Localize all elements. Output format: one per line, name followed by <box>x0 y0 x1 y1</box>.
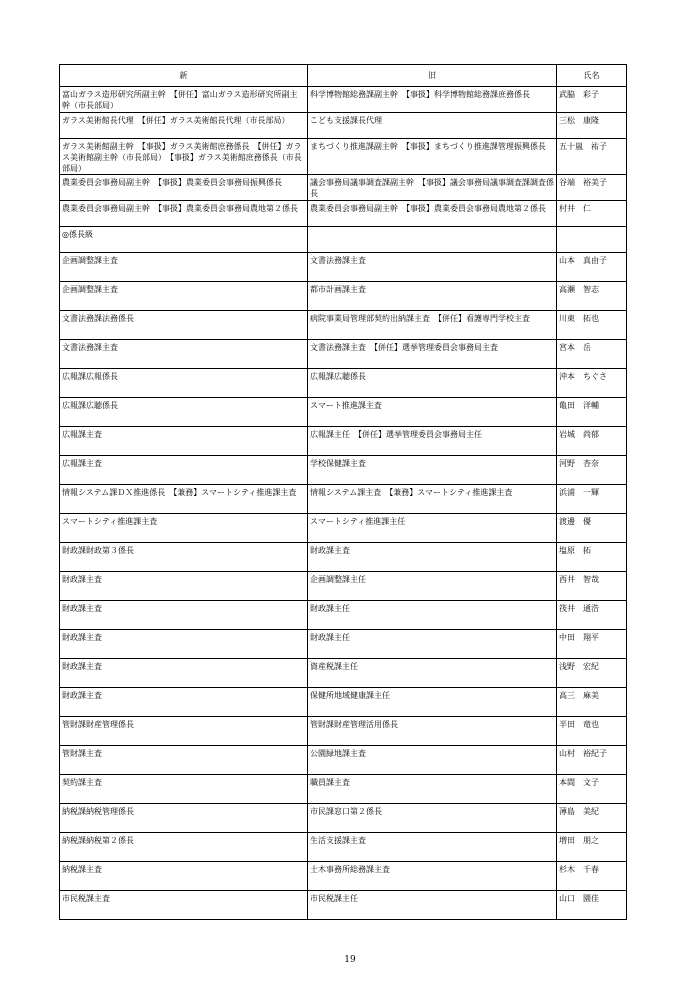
table-row <box>60 87 627 113</box>
cell-old: まちづくり推進課副主幹 【事扱】まちづくり推進課管理振興係長 <box>308 139 557 175</box>
table-row <box>60 775 627 804</box>
table-row <box>60 485 627 514</box>
cell-old: スマート推進課主査 <box>308 398 557 427</box>
cell-old: 農業委員会事務局副主幹 【事扱】農業委員会事務局農地第２係長 <box>308 201 557 227</box>
cell-old: 文書法務課主査 <box>308 253 557 282</box>
cell-name: 山口 園佳 <box>557 891 627 920</box>
table-row <box>60 311 627 340</box>
table-row <box>60 717 627 746</box>
cell-new: 財政課主査 <box>60 630 308 659</box>
cell-new: ガラス美術館副主幹 【事扱】ガラス美術館庶務係長 【併任】ガラス美術館副主幹（市長部局） 【事扱】ガラス美術館庶務係長（市長部局） <box>60 139 308 175</box>
cell-old: 財政課主査 <box>308 543 557 572</box>
cell-new: 納税課納税第２係長 <box>60 833 308 862</box>
cell-new: 企画調整課主査 <box>60 282 308 311</box>
header-new: 新 <box>60 65 308 87</box>
cell-name: 谷端 裕美子 <box>557 175 627 201</box>
cell-new: 企画調整課主査 <box>60 253 308 282</box>
cell-old: 市民税課主任 <box>308 891 557 920</box>
cell-name: 渡邊 優 <box>557 514 627 543</box>
cell-name: 筏井 通浩 <box>557 601 627 630</box>
cell-new: 納税課納税管理係長 <box>60 804 308 833</box>
table-row <box>60 572 627 601</box>
cell-old <box>308 227 557 253</box>
cell-name: 三松 康隆 <box>557 113 627 139</box>
cell-name: 宮本 岳 <box>557 340 627 369</box>
cell-old: 保健所地域健康課主任 <box>308 688 557 717</box>
cell-old: 広報課広聴係長 <box>308 369 557 398</box>
table-row <box>60 113 627 139</box>
cell-old: 議会事務局議事調査課副主幹 【事扱】議会事務局議事調査課調査係長 <box>308 175 557 201</box>
cell-old: 都市計画課主査 <box>308 282 557 311</box>
cell-old: 科学博物館総務課副主幹 【事扱】科学博物館総務課庶務係長 <box>308 87 557 113</box>
table-row <box>60 227 627 253</box>
table-row <box>60 630 627 659</box>
table-row <box>60 862 627 891</box>
cell-old: 生活支援課主査 <box>308 833 557 862</box>
header-name: 氏名 <box>557 65 627 87</box>
cell-new: 管財課主査 <box>60 746 308 775</box>
cell-new: 財政課財政第３係長 <box>60 543 308 572</box>
table-row <box>60 804 627 833</box>
cell-new: 広報課主査 <box>60 456 308 485</box>
table-row <box>60 543 627 572</box>
table-row <box>60 688 627 717</box>
cell-name: 武脇 彩子 <box>557 87 627 113</box>
cell-old: 市民課窓口第２係長 <box>308 804 557 833</box>
cell-old: 情報システム課主査 【兼務】スマートシティ推進課主査 <box>308 485 557 514</box>
table-row <box>60 139 627 175</box>
cell-old: 文書法務課主査 【併任】選挙管理委員会事務局主査 <box>308 340 557 369</box>
cell-new: 農業委員会事務局副主幹 【事扱】農業委員会事務局振興係長 <box>60 175 308 201</box>
cell-name: 杉木 千春 <box>557 862 627 891</box>
cell-new: 財政課主査 <box>60 659 308 688</box>
cell-name: 浜浦 一輝 <box>557 485 627 514</box>
cell-new: ◎係長級 <box>60 227 308 253</box>
cell-old: 広報課主任 【併任】選挙管理委員会事務局主任 <box>308 427 557 456</box>
cell-new: 文書法務課法務係長 <box>60 311 308 340</box>
cell-name: 五十嵐 祐子 <box>557 139 627 175</box>
cell-old: 財政課主任 <box>308 601 557 630</box>
cell-name: 本間 文子 <box>557 775 627 804</box>
cell-name: 中田 翔平 <box>557 630 627 659</box>
cell-new: 農業委員会事務局副主幹 【事扱】農業委員会事務局農地第２係長 <box>60 201 308 227</box>
cell-name: 半田 竜也 <box>557 717 627 746</box>
cell-old: 病院事業局管理部契約出納課主査 【併任】看護専門学校主査 <box>308 311 557 340</box>
cell-name: 川東 拓也 <box>557 311 627 340</box>
table-row <box>60 282 627 311</box>
cell-new: 市民税課主査 <box>60 891 308 920</box>
cell-old: 財政課主任 <box>308 630 557 659</box>
cell-new: 広報課主査 <box>60 427 308 456</box>
cell-name: 沖本 ちぐさ <box>557 369 627 398</box>
cell-old: 企画調整課主任 <box>308 572 557 601</box>
cell-old: 学校保健課主査 <box>308 456 557 485</box>
table-row <box>60 746 627 775</box>
cell-name: 岩城 尚郁 <box>557 427 627 456</box>
personnel-table <box>59 64 627 920</box>
cell-new: 契約課主査 <box>60 775 308 804</box>
cell-new: 富山ガラス造形研究所副主幹 【併任】富山ガラス造形研究所副主幹（市長部局） <box>60 87 308 113</box>
table-row <box>60 175 627 201</box>
cell-old: 資産税課主任 <box>308 659 557 688</box>
cell-new: 文書法務課主査 <box>60 340 308 369</box>
cell-name: 山村 裕紀子 <box>557 746 627 775</box>
cell-old: 職員課主査 <box>308 775 557 804</box>
cell-name: 亀田 洋輔 <box>557 398 627 427</box>
cell-new: 財政課主査 <box>60 572 308 601</box>
table-row <box>60 833 627 862</box>
cell-name: 西井 智哉 <box>557 572 627 601</box>
table-row <box>60 201 627 227</box>
cell-name: 塩原 拓 <box>557 543 627 572</box>
cell-new: ガラス美術館長代理 【併任】ガラス美術館長代理（市長部局） <box>60 113 308 139</box>
header-old: 旧 <box>308 65 557 87</box>
cell-new: 情報システム課ＤＸ推進係長 【兼務】スマートシティ推進課主査 <box>60 485 308 514</box>
cell-new: 広報課広報係長 <box>60 369 308 398</box>
table-row <box>60 514 627 543</box>
cell-old: スマートシティ推進課主任 <box>308 514 557 543</box>
cell-old: 土木事務所総務課主査 <box>308 862 557 891</box>
table-header-row <box>60 65 627 87</box>
table-row <box>60 427 627 456</box>
cell-name: 薄島 美紀 <box>557 804 627 833</box>
cell-name: 高三 麻美 <box>557 688 627 717</box>
table-row <box>60 891 627 920</box>
cell-name: 村井 仁 <box>557 201 627 227</box>
table-row <box>60 398 627 427</box>
cell-name: 山本 真由子 <box>557 253 627 282</box>
page-number: 19 <box>344 955 356 965</box>
cell-new: 納税課主査 <box>60 862 308 891</box>
table-row <box>60 369 627 398</box>
cell-new: スマートシティ推進課主査 <box>60 514 308 543</box>
cell-new: 管財課財産管理係長 <box>60 717 308 746</box>
cell-old: こども支援課長代理 <box>308 113 557 139</box>
cell-old: 管財課財産管理活用係長 <box>308 717 557 746</box>
cell-old: 公園緑地課主査 <box>308 746 557 775</box>
cell-name: 高瀬 智志 <box>557 282 627 311</box>
cell-new: 広報課広聴係長 <box>60 398 308 427</box>
cell-name: 増田 朋之 <box>557 833 627 862</box>
table-row <box>60 340 627 369</box>
cell-name: 浅野 宏紀 <box>557 659 627 688</box>
table-row <box>60 659 627 688</box>
table-row <box>60 456 627 485</box>
cell-name <box>557 227 627 253</box>
table-row <box>60 601 627 630</box>
cell-new: 財政課主査 <box>60 601 308 630</box>
cell-name: 河野 杏奈 <box>557 456 627 485</box>
table-row <box>60 253 627 282</box>
cell-new: 財政課主査 <box>60 688 308 717</box>
